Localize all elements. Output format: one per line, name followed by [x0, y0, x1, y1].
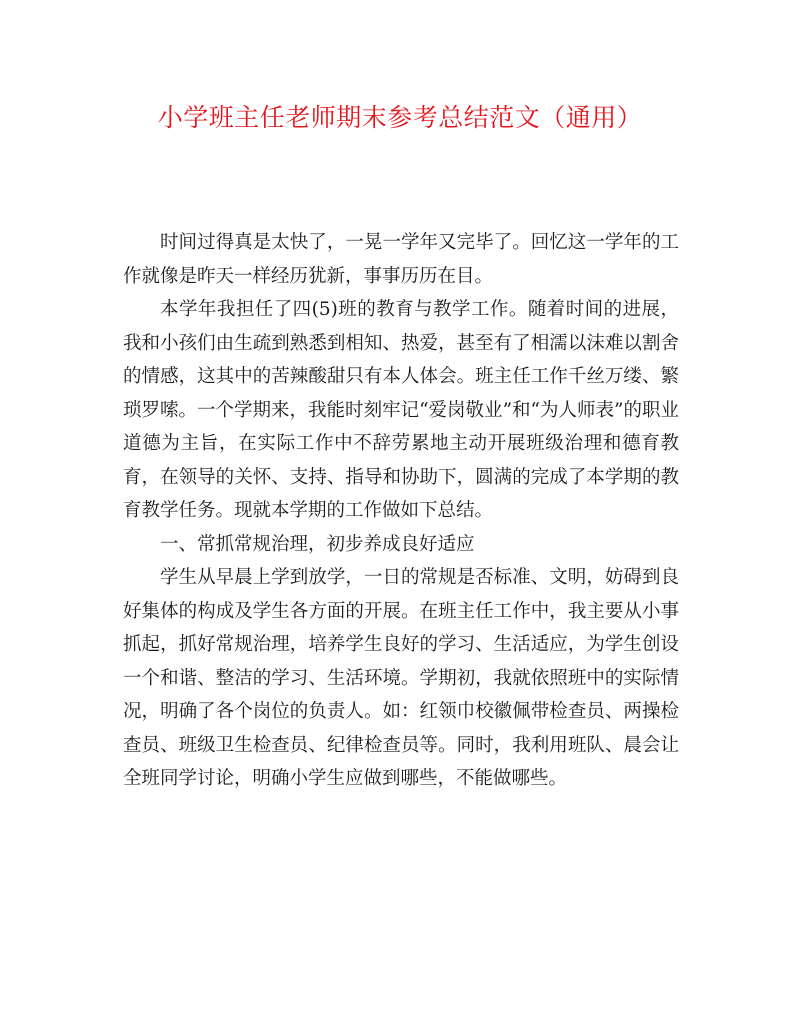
document-title: 小学班主任老师期末参考总结范文（通用）: [157, 103, 643, 132]
paragraph-routine: 学生从早晨上学到放学，一日的常规是否标准、文明，妨碍到良好集体的构成及学生各方面的开展。在班主任工作中，我主要从小事抓起，抓好常规治理，培养学生良好的学习、生活适应，为学生创设一个和谐、整洁的学习、生活环境。学期初，我就依照班中的实际情况，明确了各个岗位的负责人。如：红领巾校徽佩带检查员、两操检查员、班级卫生检查员、纪律检查员等。同时，我利用班队、晨会让全班同学讨论，明确小学生应做到哪些，不能做哪些。: [123, 567, 679, 789]
paragraph-duties: 本学年我担任了四(5)班的教育与教学工作。随着时间的进展，我和小孩们由生疏到熟悉到相知、热爱，甚至有了相濡以沫难以割舍的情感，这其中的苦辣酸甜只有本人体会。班主任工作千丝万缕、繁琐罗嗦。一个学期来，我能时刻牢记“爱岗敬业”和“为人师表”的职业道德为主旨，在实际工作中不辞劳累地主动开展班级治理和德育教育，在领导的关怀、支持、指导和协助下，圆满的完成了本学期的教育教学任务。现就本学期的工作做如下总结。: [123, 299, 679, 521]
document-body: [123, 226, 679, 796]
paragraph-intro: 时间过得真是太快了，一晃一学年又完毕了。回忆这一学年的工作就像是昨天一样经历犹新，事事历历在目。: [123, 232, 679, 287]
section-heading: 一、常抓常规治理，初步养成良好适应: [160, 533, 475, 555]
